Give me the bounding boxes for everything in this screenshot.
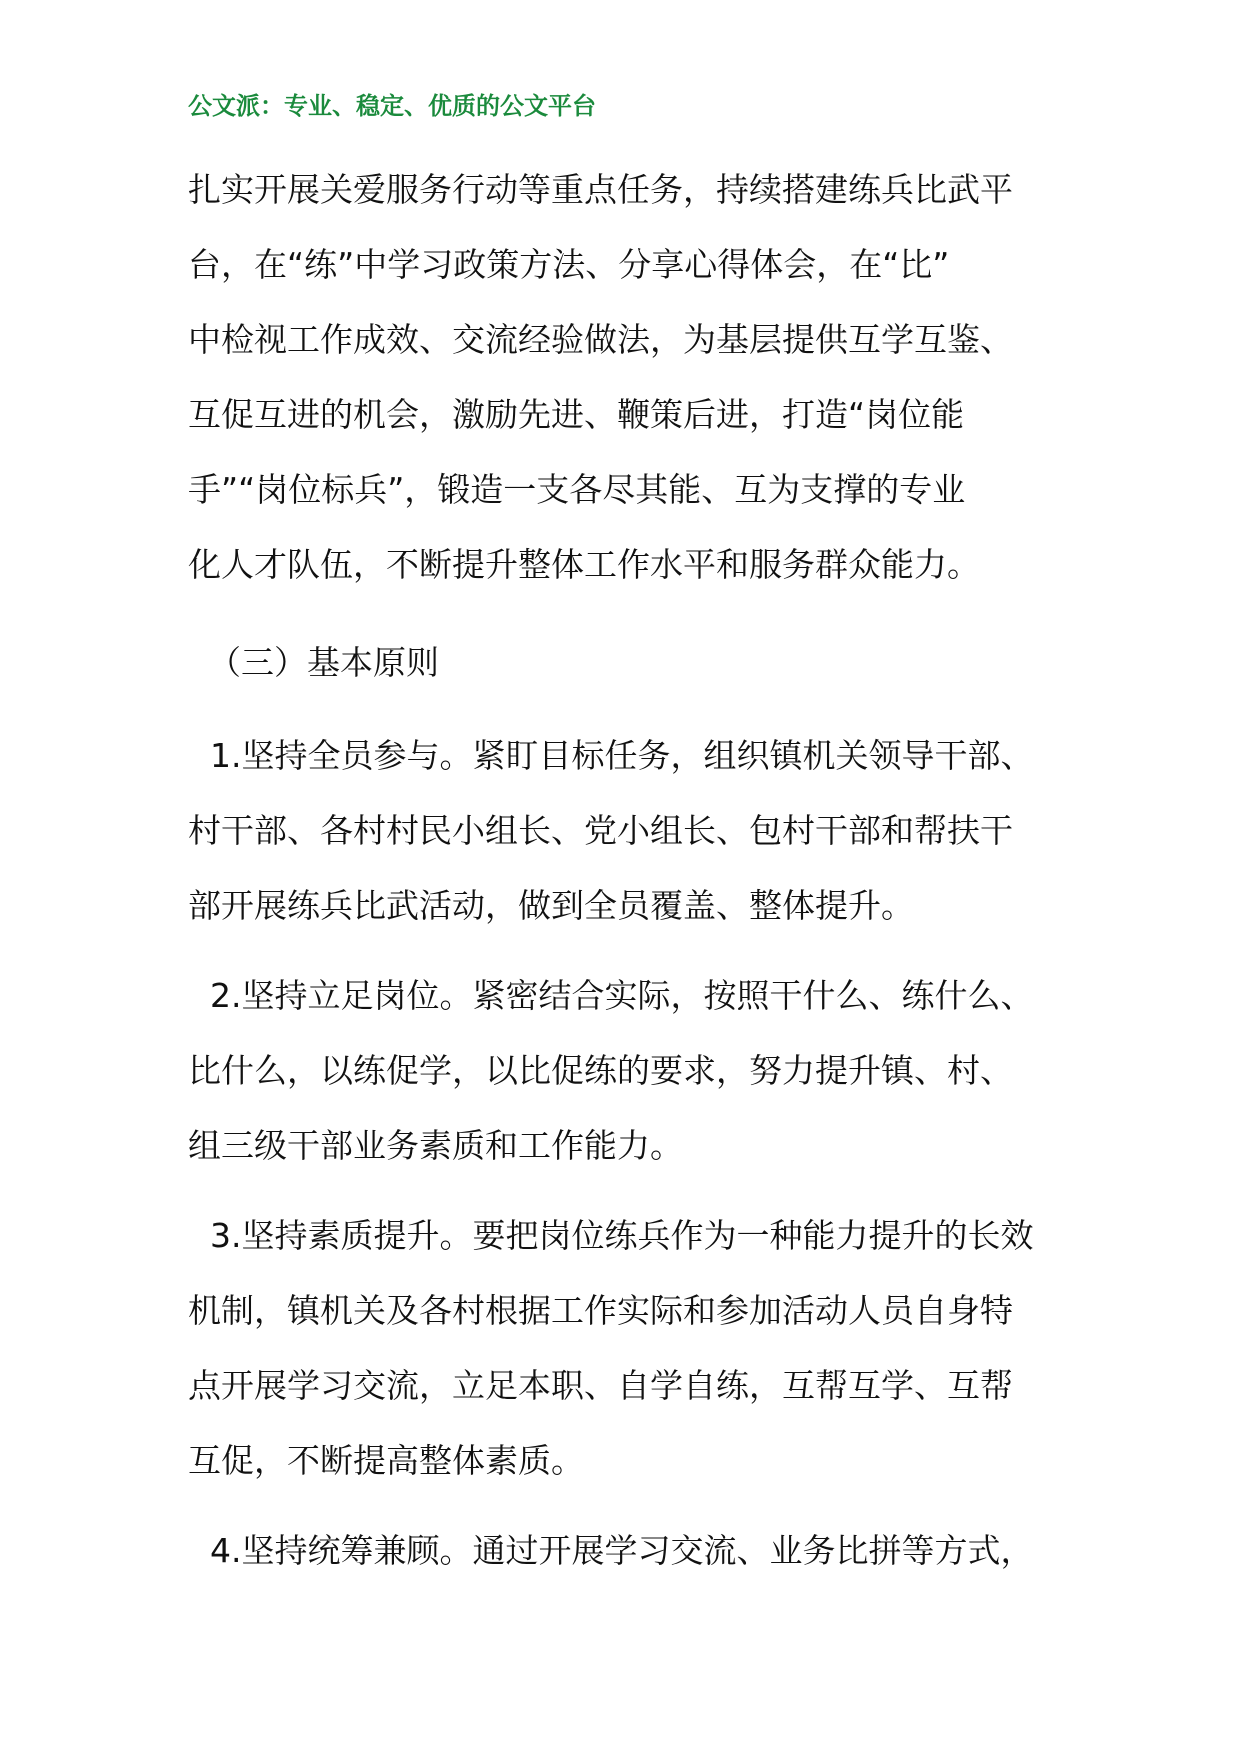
- text-line: 台，在“练”中学习政策方法、分享心得体会，在“比”: [188, 245, 950, 284]
- text-line: 村干部、各村村民小组长、党小组长、包村干部和帮扶干: [188, 811, 1013, 850]
- principle-4: [188, 1513, 1058, 1588]
- text-line: 扎实开展关爱服务行动等重点任务，持续搭建练兵比武平: [188, 170, 1013, 209]
- text-line: 互促，不断提高整体素质。: [188, 1441, 584, 1480]
- text-line: 2.坚持立足岗位。紧密结合实际，按照干什么、练什么、: [210, 976, 1034, 1015]
- text-line: 手”“岗位标兵”，锻造一支各尽其能、互为支撑的专业: [188, 470, 966, 509]
- text-line: 部开展练兵比武活动，做到全员覆盖、整体提升。: [188, 886, 914, 925]
- page-header: [188, 86, 596, 126]
- text-line: 组三级干部业务素质和工作能力。: [188, 1126, 683, 1165]
- principle-3: [188, 1198, 1058, 1498]
- text-line: 比什么，以练促学，以比促练的要求，努力提升镇、村、: [188, 1051, 1013, 1090]
- text-line: 1.坚持全员参与。紧盯目标任务，组织镇机关领导干部、: [210, 736, 1034, 775]
- header-text: 公文派：专业、稳定、优质的公文平台: [188, 92, 596, 120]
- text-line: 点开展学习交流，立足本职、自学自练，互帮互学、互帮: [188, 1366, 1013, 1405]
- paragraph-continuation: [188, 152, 1058, 602]
- text-line: 3.坚持素质提升。要把岗位练兵作为一种能力提升的长效: [210, 1216, 1034, 1255]
- principle-1: [188, 718, 1058, 943]
- text-line: 互促互进的机会，激励先进、鞭策后进，打造“岗位能: [188, 395, 965, 434]
- text-line: 化人才队伍，不断提升整体工作水平和服务群众能力。: [188, 545, 980, 584]
- text-line: 机制，镇机关及各村根据工作实际和参加活动人员自身特: [188, 1291, 1013, 1330]
- principle-2: [188, 958, 1058, 1183]
- text-line: 中检视工作成效、交流经验做法，为基层提供互学互鉴、: [188, 320, 1013, 359]
- text-line: 4.坚持统筹兼顾。通过开展学习交流、业务比拼等方式，: [210, 1531, 1034, 1570]
- section-heading-text: （三）基本原则: [208, 643, 439, 682]
- section-heading: [188, 625, 1058, 700]
